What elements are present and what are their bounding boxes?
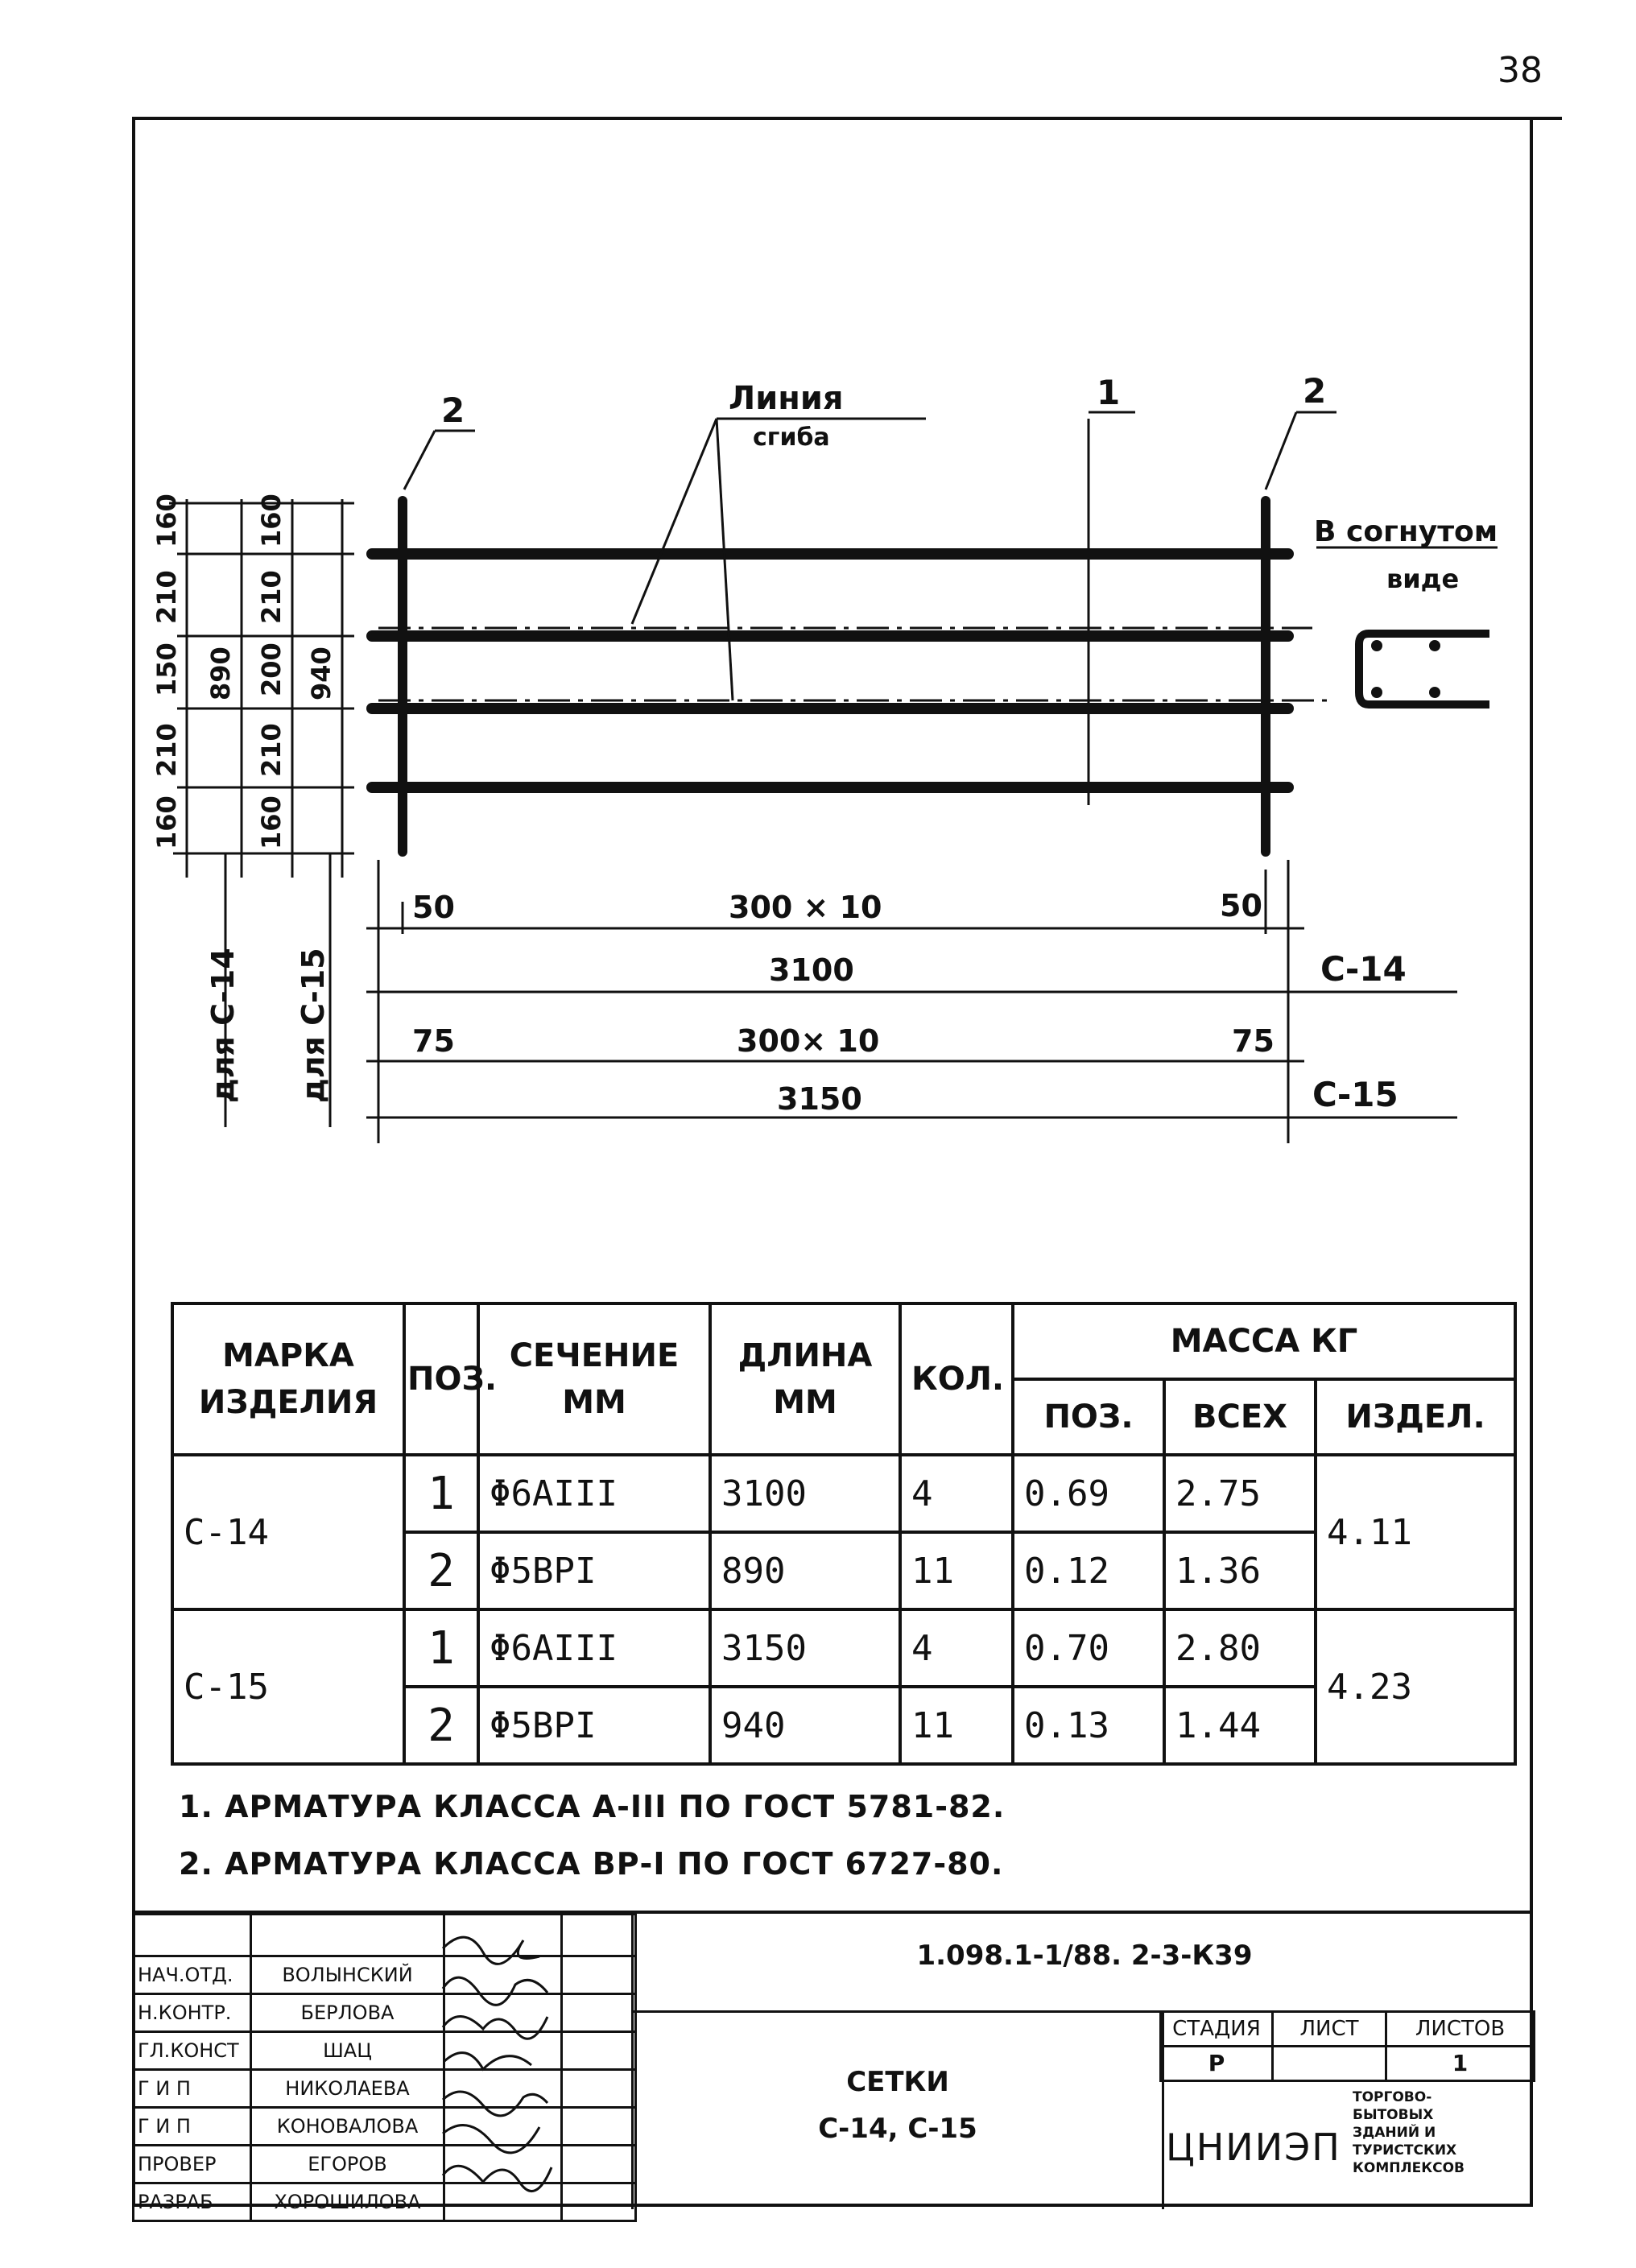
- sheet-header: ЛИСТ: [1271, 2010, 1387, 2047]
- sheets-value: 1: [1452, 2050, 1469, 2076]
- signer-role: НАЧ.ОТД.: [134, 1956, 251, 1994]
- header-mass-pos: ПОЗ.: [1013, 1379, 1164, 1455]
- signer-row: [134, 2146, 636, 2183]
- header-pos: ПОЗ.: [404, 1303, 478, 1455]
- c15-mark: С-15: [1312, 1075, 1398, 1114]
- signer-row: [134, 1956, 636, 1994]
- row-section: Φ5BPI: [478, 1532, 710, 1609]
- dim-c14-4: 210: [151, 723, 182, 777]
- c14-spacing: 300 × 10: [729, 890, 882, 925]
- row-qty: 11: [900, 1687, 1013, 1764]
- note-1: 1. АРМАТУРА КЛАССА А-III ПО ГОСТ 5781-82.: [179, 1789, 1006, 1824]
- c14-edge-left: 50: [412, 890, 455, 925]
- row-length: 940: [710, 1687, 900, 1764]
- signer-name: ХОРОШИЛОВА: [251, 2183, 444, 2221]
- signer-role: ГЛ.КОНСТ: [134, 2032, 251, 2070]
- title-box: [631, 2010, 1164, 2209]
- signer-row: [134, 2108, 636, 2146]
- org-name: ЦНИИЭП: [1166, 2125, 1341, 2169]
- org-note: ТОРГОВО-БЫТОВЫХ ЗДАНИЙ И ТУРИСТСКИХ КОМПЛЕКСОВ: [1353, 2089, 1465, 2176]
- signers-table: [132, 1913, 637, 2222]
- bent-view-label: В согнутом: [1314, 515, 1498, 548]
- signer-row: [134, 2032, 636, 2070]
- header-mass: МАССА КГ: [1013, 1303, 1515, 1379]
- signer-row: [134, 1994, 636, 2032]
- marker-2-right: 2: [1303, 371, 1327, 411]
- row-mass-pos: 0.13: [1013, 1687, 1164, 1764]
- row-section: Φ6AIII: [478, 1455, 710, 1532]
- signer-name: НИКОЛАЕВА: [251, 2070, 444, 2108]
- signatures: [435, 1916, 556, 2206]
- title-line-1: СЕТКИ: [846, 2066, 949, 2098]
- signer-name: КОНОВАЛОВА: [251, 2108, 444, 2146]
- dim-c15-3: 200: [256, 642, 287, 696]
- header-mark: МАРКА ИЗДЕЛИЯ: [172, 1303, 404, 1455]
- marker-2-left: 2: [441, 390, 465, 430]
- table-row: [172, 1455, 1515, 1532]
- row-section: Φ6AIII: [478, 1609, 710, 1687]
- row-mass-all: 1.36: [1164, 1532, 1316, 1609]
- header-mass-all: ВСЕХ: [1164, 1379, 1316, 1455]
- row-length: 3150: [710, 1609, 900, 1687]
- note-2: 2. АРМАТУРА КЛАССА ВР-I ПО ГОСТ 6727-80.: [179, 1846, 1004, 1882]
- row-pos: 2: [404, 1687, 478, 1764]
- dim-c15-1: 160: [256, 494, 287, 547]
- row-length: 3100: [710, 1455, 900, 1532]
- row-qty: 11: [900, 1532, 1013, 1609]
- row-pos: 1: [404, 1455, 478, 1532]
- row-mass-all: 1.44: [1164, 1687, 1316, 1764]
- row-mass-pos: 0.70: [1013, 1609, 1164, 1687]
- signer-row: [134, 2183, 636, 2221]
- signer-role: Н.КОНТР.: [134, 1994, 251, 2032]
- row-pos: 2: [404, 1532, 478, 1609]
- table-row: [172, 1609, 1515, 1687]
- dim-c15-total: 940: [306, 647, 337, 700]
- bend-line-label-2: сгиба: [753, 423, 830, 452]
- signer-role: ПРОВЕР: [134, 2146, 251, 2183]
- page-number: 38: [1498, 50, 1543, 91]
- doc-code: 1.098.1-1/88. 2-3-К39: [916, 1940, 1253, 1972]
- dim-c14-3: 150: [151, 642, 182, 696]
- signer-name: БЕРЛОВА: [251, 1994, 444, 2032]
- row-qty: 4: [900, 1609, 1013, 1687]
- row-length: 890: [710, 1532, 900, 1609]
- dim-c14-1: 160: [151, 494, 182, 547]
- bend-line-label: Линия: [729, 380, 844, 417]
- title-line-2: С-14, С-15: [818, 2113, 977, 2145]
- spec-table: [171, 1302, 1517, 1766]
- c15-spacing: 300× 10: [737, 1023, 880, 1059]
- row-mass-all: 2.75: [1164, 1455, 1316, 1532]
- dim-c15-5: 160: [256, 795, 287, 849]
- row-mass-all: 2.80: [1164, 1609, 1316, 1687]
- signer-role: РАЗРАБ: [134, 2183, 251, 2221]
- bent-view-label-2: виде: [1386, 564, 1460, 594]
- stage-value-cell: [1159, 2045, 1274, 2082]
- doc-code-box: [631, 1911, 1535, 2013]
- header-mass-item: ИЗДЕЛ.: [1316, 1379, 1515, 1455]
- row-qty: 4: [900, 1455, 1013, 1532]
- c14-mark: С-14: [1320, 949, 1407, 989]
- c15-edge-left: 75: [412, 1023, 455, 1059]
- marker-1: 1: [1097, 373, 1121, 412]
- row-item-mass: 4.23: [1316, 1609, 1515, 1764]
- header-length: ДЛИНА ММ: [710, 1303, 900, 1455]
- sheet-value-cell: [1271, 2045, 1387, 2082]
- signer-role: Г И П: [134, 2070, 251, 2108]
- stage-value: Р: [1208, 2050, 1225, 2076]
- sheets-value-cell: [1385, 2045, 1535, 2082]
- bent-view-shape: [1359, 634, 1489, 704]
- header-section: СЕЧЕНИЕ ММ: [478, 1303, 710, 1455]
- c14-total: 3100: [769, 952, 854, 988]
- for-c14-label: для С-14: [205, 948, 241, 1103]
- signer-name: ВОЛЫНСКИЙ: [251, 1956, 444, 1994]
- signer-row: [134, 2070, 636, 2108]
- row-mark: С-14: [172, 1455, 404, 1609]
- header-qty: КОЛ.: [900, 1303, 1013, 1455]
- dim-c15-4: 210: [256, 723, 287, 777]
- signer-name: ЕГОРОВ: [251, 2146, 444, 2183]
- signer-role: Г И П: [134, 2108, 251, 2146]
- stage-header: СТАДИЯ: [1159, 2010, 1274, 2047]
- row-item-mass: 4.11: [1316, 1455, 1515, 1609]
- dim-c14-2: 210: [151, 570, 182, 624]
- row-mass-pos: 0.12: [1013, 1532, 1164, 1609]
- row-mass-pos: 0.69: [1013, 1455, 1164, 1532]
- dim-c15-2: 210: [256, 570, 287, 624]
- row-section: Φ5BPI: [478, 1687, 710, 1764]
- c15-total: 3150: [777, 1081, 862, 1117]
- dim-c14-total: 890: [205, 647, 236, 700]
- row-pos: 1: [404, 1609, 478, 1687]
- row-mark: С-15: [172, 1609, 404, 1764]
- dim-c14-5: 160: [151, 795, 182, 849]
- signer-name: ШАЦ: [251, 2032, 444, 2070]
- for-c15-label: для С-15: [295, 948, 331, 1103]
- c15-edge-right: 75: [1232, 1023, 1275, 1059]
- sheets-header: ЛИСТОВ: [1385, 2010, 1535, 2047]
- c14-edge-right: 50: [1220, 888, 1262, 923]
